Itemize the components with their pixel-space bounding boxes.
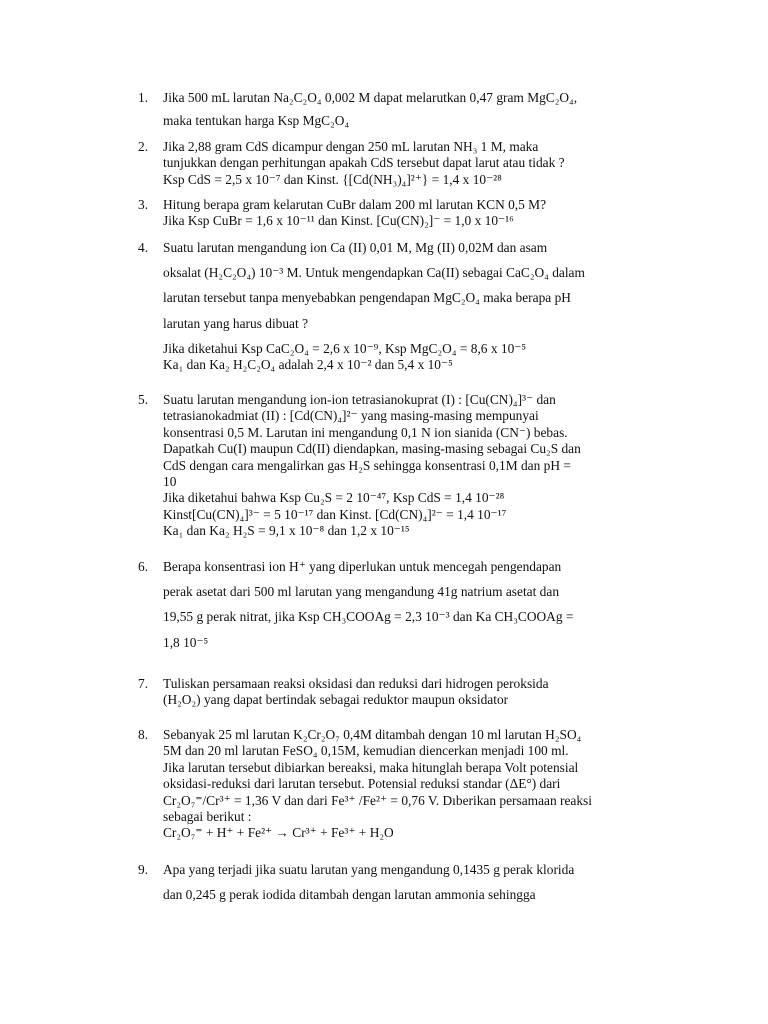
question-number: 8.	[138, 727, 149, 742]
question-text	[163, 341, 663, 374]
equation: Cr₂O₇⁼ + H⁺ + Fe²⁺ → Cr³⁺ + Fe³⁺ + H₂O	[163, 825, 394, 841]
text-line: maka tentukan harga Ksp MgC₂O₄	[163, 113, 350, 129]
question-text	[163, 559, 663, 660]
question-text	[163, 392, 663, 540]
question-number: 1.	[138, 90, 149, 105]
text-line: tunjukkan dengan perhitungan apakah CdS tersebut dapat larut atau tidak ?	[163, 155, 565, 171]
text-line: sebagai berikut :	[163, 809, 252, 825]
text-line: Berapa konsentrasi ion H⁺ yang diperlukan untuk mencegah pengendapan	[163, 559, 562, 574]
text-line: Ka₁ dan Ka₂ H₂C₂O₄ adalah 2,4 x 10⁻² dan 5,4 x 10⁻⁵	[163, 357, 453, 373]
text-line: oksalat (H₂C₂O₄) 10⁻³ M. Untuk mengendapkan Ca(II) sebagai CaC₂O₄ dalam	[163, 265, 585, 281]
text-line: Suatu larutan mengandung ion-ion tetrasianokuprat (I) : [Cu(CN)₄]³⁻ dan	[163, 392, 556, 407]
question-text	[163, 240, 663, 341]
text-line: Ksp CdS = 2,5 x 10⁻⁷ dan Kinst. {[Cd(NH₃)₄]²⁺} = 1,4 x 10⁻²⁸	[163, 171, 502, 187]
question-number: 7.	[138, 676, 149, 691]
text-line: perak asetat dari 500 ml larutan yang mengandung 41g natrium asetat dan	[163, 584, 560, 600]
text-line: larutan tersebut tanpa menyebabkan pengendapan MgC₂O₄ maka berapa pH	[163, 290, 571, 306]
text-line: Jika Ksp CuBr = 1,6 x 10⁻¹¹ dan Kinst. [Cu(CN)₂]⁻ = 1,0 x 10⁻¹⁶	[163, 213, 514, 229]
question-text	[163, 197, 663, 230]
question-number: 6.	[138, 559, 149, 574]
text-line: Kinst[Cu(CN)₄]³⁻ = 5 10⁻¹⁷ dan Kinst. [Cd(CN)₄]²⁻ = 1,4 10⁻¹⁷	[163, 506, 507, 522]
text-line: oksidasi-reduksi dari larutan tersebut. Potensial reduksi standar (ΔE°) dari	[163, 776, 561, 792]
question-number: 9.	[138, 862, 149, 877]
text-line: Cr₂O₇⁼/Cr³⁺ = 1,36 V dan dari Fe³⁺ /Fe²⁺ = 0,76 V. Dıberikan persamaan reaksi	[163, 792, 592, 808]
text-line: Tuliskan persamaan reaksi oksidasi dan reduksi dari hidrogen peroksida	[163, 676, 549, 691]
text-line: dan 0,245 g perak iodida ditambah dengan larutan ammonia sehingga	[163, 887, 536, 903]
question-text	[163, 862, 663, 912]
text-line: 5M dan 20 ml larutan FeSO₄ 0,15M, kemudian diencerkan menjadi 100 ml.	[163, 743, 569, 759]
text-line: Dapatkah Cu(I) maupun Cd(II) diendapkan, masing-masing sebagai Cu₂S dan	[163, 441, 581, 457]
question-number: 2.	[138, 139, 149, 154]
text-line: Apa yang terjadi jika suatu larutan yang mengandung 0,1435 g perak klorida	[163, 862, 575, 877]
text-line: Suatu larutan mengandung ion Ca (II) 0,01 M, Mg (II) 0,02M dan asam	[163, 240, 548, 255]
question-text	[163, 727, 663, 842]
text-line: Sebanyak 25 ml larutan K₂Cr₂O₇ 0,4M ditambah dengan 10 ml larutan H₂SO₄	[163, 727, 582, 742]
text-line: konsentrasi 0,5 M. Larutan ini mengandung 0,1 N ion sianida (CN⁻) bebas.	[163, 424, 568, 440]
text-line: Jika 500 mL larutan Na₂C₂O₄ 0,002 M dapat melarutkan 0,47 gram MgC₂O₄,	[163, 90, 578, 105]
question-text	[163, 676, 663, 709]
text-line: tetrasianokadmiat (II) : [Cd(CN)₄]²⁻ yang masing-masing mempunyai	[163, 408, 539, 424]
text-line: (H₂O₂) yang dapat bertindak sebagai reduktor maupun oksidator	[163, 692, 509, 708]
question-number: 4.	[138, 240, 149, 255]
text-line: larutan yang harus dibuat ?	[163, 315, 309, 331]
text-line: CdS dengan cara mengalirkan gas H₂S sehingga konsentrasi 0,1M dan pH =	[163, 457, 571, 473]
question-number: 3.	[138, 197, 149, 212]
text-line: Ka₁ dan Ka₂ H₂S = 9,1 x 10⁻⁸ dan 1,2 x 10⁻¹⁵	[163, 523, 410, 539]
text-line: Jika diketahui Ksp CaC₂O₄ = 2,6 x 10⁻⁹, Ksp MgC₂O₄ = 8,6 x 10⁻⁵	[163, 341, 526, 356]
question-text	[163, 90, 663, 130]
question-text	[163, 139, 663, 188]
question-number: 5.	[138, 392, 149, 407]
text-line: Jika larutan tersebut dibiarkan bereaksi, maka hitunglah berapa Volt potensial	[163, 759, 579, 775]
text-line: 10	[163, 474, 177, 490]
text-line: Hitung berapa gram kelarutan CuBr dalam 200 ml larutan KCN 0,5 M?	[163, 197, 547, 212]
text-line: Jika diketahui bahwa Ksp Cu₂S = 2 10⁻⁴⁷, Ksp CdS = 1,4 10⁻²⁸	[163, 490, 505, 506]
text-line: 1,8 10⁻⁵	[163, 634, 209, 650]
text-line: 19,55 g perak nitrat, jika Ksp CH₃COOAg = 2,3 10⁻³ dan Ka CH₃COOAg =	[163, 609, 574, 625]
text-line: Jika 2,88 gram CdS dicampur dengan 250 mL larutan NH₃ 1 M, maka	[163, 139, 539, 154]
